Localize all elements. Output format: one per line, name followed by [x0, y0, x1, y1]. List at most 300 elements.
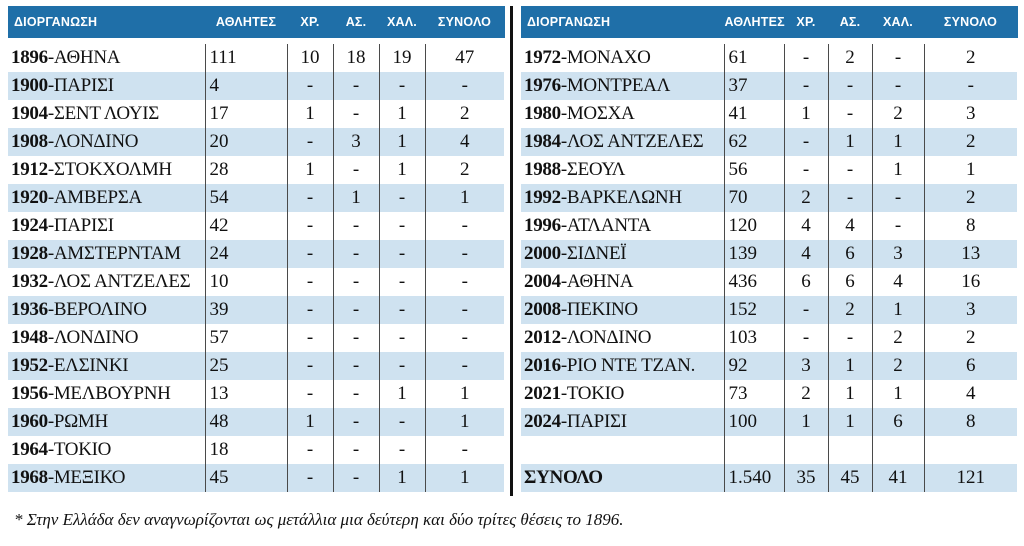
total-cell: -: [425, 324, 504, 352]
table-row: [521, 352, 1017, 380]
games-year: 1980: [524, 103, 561, 124]
header-games: ΔΙΟΡΓΑΝΩΣΗ: [8, 6, 205, 38]
table-row: [521, 184, 1017, 212]
gold-cell: -: [287, 296, 333, 324]
bronze-cell: -: [379, 324, 425, 352]
silver-cell: -: [333, 72, 379, 100]
gold-cell: [784, 436, 828, 464]
bronze-cell: -: [872, 212, 924, 240]
bronze-cell: 1: [872, 128, 924, 156]
games-cell: [8, 352, 205, 380]
total-cell: 1: [425, 184, 504, 212]
bronze-cell: 1: [379, 100, 425, 128]
games-city: -ΠΑΡΙΣΙ: [560, 411, 627, 432]
games-city: -ΤΟΚΙΟ: [47, 439, 112, 460]
left-header-row: [8, 6, 504, 38]
games-city: -ΛΟΝΔΙΝΟ: [47, 327, 139, 348]
bronze-cell: -: [379, 352, 425, 380]
athletes-cell: 17: [205, 100, 287, 128]
gold-cell: -: [287, 324, 333, 352]
table-row: [8, 380, 504, 408]
games-city: -ΠΑΡΙΣΙ: [47, 75, 114, 96]
athletes-cell: 13: [205, 380, 287, 408]
table-row: [521, 268, 1017, 296]
games-city: -ΑΜΒΕΡΣΑ: [47, 187, 142, 208]
games-cell: [521, 296, 724, 324]
gold-cell: -: [784, 72, 828, 100]
bronze-cell: -: [379, 268, 425, 296]
games-year: 1972: [524, 47, 561, 68]
athletes-cell: 100: [724, 408, 784, 436]
games-city: -ΤΟΚΙΟ: [560, 383, 625, 404]
athletes-cell: 4: [205, 72, 287, 100]
games-cell: [521, 72, 724, 100]
games-cell: [521, 380, 724, 408]
games-cell: [8, 212, 205, 240]
games-city: -ΣΕΟΥΛ: [560, 159, 626, 180]
table-row: [521, 128, 1017, 156]
athletes-cell: 57: [205, 324, 287, 352]
header-gold: ΧΡ.: [784, 6, 828, 38]
total-cell: -: [425, 72, 504, 100]
athletes-cell: 120: [724, 212, 784, 240]
games-city: -ΜΟΝΤΡΕΑΛ: [560, 75, 671, 96]
silver-cell: 2: [828, 296, 872, 324]
athletes-cell: 62: [724, 128, 784, 156]
silver-cell: 1: [333, 184, 379, 212]
gold-cell: -: [287, 464, 333, 492]
games-year: 1984: [524, 131, 561, 152]
games-cell: [8, 100, 205, 128]
bronze-cell: -: [379, 408, 425, 436]
athletes-cell: 41: [724, 100, 784, 128]
bronze-cell: 2: [872, 352, 924, 380]
athletes-cell: 39: [205, 296, 287, 324]
total-cell: 1: [425, 464, 504, 492]
games-cell: [8, 184, 205, 212]
games-year: 1948: [11, 327, 48, 348]
silver-cell: -: [828, 156, 872, 184]
bronze-cell: -: [872, 44, 924, 72]
athletes-cell: 25: [205, 352, 287, 380]
table-row: [8, 464, 504, 492]
games-city: -ΠΑΡΙΣΙ: [47, 215, 114, 236]
games-cell: [8, 380, 205, 408]
bronze-cell: 1: [379, 464, 425, 492]
column-divider: [510, 6, 513, 496]
games-cell: [8, 464, 205, 492]
silver-cell: -: [333, 268, 379, 296]
totals-label: [521, 464, 724, 492]
games-city: -ΠΕΚΙΝΟ: [560, 299, 638, 320]
gold-cell: 1: [287, 408, 333, 436]
athletes-cell: 24: [205, 240, 287, 268]
games-cell: [521, 212, 724, 240]
games-year: 1908: [11, 131, 48, 152]
total-cell: 2: [924, 184, 1017, 212]
silver-cell: -: [828, 72, 872, 100]
bronze-cell: -: [379, 240, 425, 268]
table-row: [8, 72, 504, 100]
total-cell: -: [425, 240, 504, 268]
table-row: [8, 268, 504, 296]
games-cell: [521, 44, 724, 72]
athletes-cell: 61: [724, 44, 784, 72]
athletes-cell: 54: [205, 184, 287, 212]
games-year: 2016: [524, 355, 561, 376]
silver-cell: 2: [828, 44, 872, 72]
games-year: 1952: [11, 355, 48, 376]
games-year: 1992: [524, 187, 561, 208]
bronze-cell: 1: [872, 156, 924, 184]
silver-cell: -: [333, 296, 379, 324]
gold-cell: -: [287, 352, 333, 380]
table-row: [521, 72, 1017, 100]
silver-cell: 6: [828, 268, 872, 296]
bronze-cell: 1: [379, 380, 425, 408]
games-cell: [8, 436, 205, 464]
bronze-cell: -: [872, 184, 924, 212]
gold-cell: -: [784, 128, 828, 156]
total-cell: -: [425, 352, 504, 380]
games-city: -ΣΤΟΚΧΟΛΜΗ: [47, 159, 172, 180]
bronze-cell: 6: [872, 408, 924, 436]
games-city: -ΜΕΛΒΟΥΡΝΗ: [47, 383, 171, 404]
games-cell: [521, 408, 724, 436]
bronze-cell: -: [379, 296, 425, 324]
gold-cell: 2: [784, 380, 828, 408]
gold-cell: 4: [784, 212, 828, 240]
table-row: [8, 184, 504, 212]
games-city: -ΣΙΔΝΕΪ: [560, 243, 627, 264]
total-cell: 1: [425, 380, 504, 408]
gold-cell: 1: [287, 100, 333, 128]
athletes-cell: 42: [205, 212, 287, 240]
athletes-cell: [724, 436, 784, 464]
total-cell: 8: [924, 408, 1017, 436]
right-table: [521, 6, 1018, 492]
total-cell: 1: [924, 156, 1017, 184]
games-year: 1956: [11, 383, 48, 404]
bronze-cell: [872, 436, 924, 464]
table-row: [521, 44, 1017, 72]
table-row: [521, 156, 1017, 184]
gold-cell: -: [784, 44, 828, 72]
athletes-cell: 73: [724, 380, 784, 408]
silver-cell: -: [333, 464, 379, 492]
total-cell: 3: [924, 100, 1017, 128]
left-table: [8, 6, 505, 492]
games-cell: [8, 324, 205, 352]
gold-cell: -: [287, 212, 333, 240]
gold-cell: 6: [784, 268, 828, 296]
games-year: 1996: [524, 215, 561, 236]
silver-cell: 3: [333, 128, 379, 156]
total-cell: -: [924, 72, 1017, 100]
games-year: 1964: [11, 439, 48, 460]
gold-cell: 1: [784, 408, 828, 436]
games-cell: [8, 156, 205, 184]
table-row: [521, 436, 1017, 464]
gold-cell: -: [287, 380, 333, 408]
gold-cell: -: [287, 436, 333, 464]
games-city: -ΛΟΝΔΙΝΟ: [47, 131, 139, 152]
total-cell: 2: [425, 100, 504, 128]
gold-cell: -: [784, 324, 828, 352]
games-year: 1988: [524, 159, 561, 180]
games-year: 1912: [11, 159, 48, 180]
athletes-cell: 92: [724, 352, 784, 380]
gold-cell: -: [784, 296, 828, 324]
silver-cell: -: [333, 324, 379, 352]
games-city: -ΛΟΣ ΑΝΤΖΕΛΕΣ: [560, 131, 704, 152]
totals-gold: 35: [784, 464, 828, 492]
games-year: 2000: [524, 243, 561, 264]
games-city: -ΣΕΝΤ ΛΟΥΙΣ: [47, 103, 160, 124]
games-year: 1920: [11, 187, 48, 208]
gold-cell: -: [287, 128, 333, 156]
games-cell: [8, 72, 205, 100]
games-cell: [521, 352, 724, 380]
silver-cell: 18: [333, 44, 379, 72]
header-bronze: ΧΑΛ.: [872, 6, 924, 38]
bronze-cell: 2: [872, 324, 924, 352]
table-row: [8, 156, 504, 184]
total-cell: 2: [924, 128, 1017, 156]
athletes-cell: 56: [724, 156, 784, 184]
total-cell: -: [425, 268, 504, 296]
games-city: -ΛΟΝΔΙΝΟ: [560, 327, 652, 348]
total-cell: 16: [924, 268, 1017, 296]
athletes-cell: 45: [205, 464, 287, 492]
silver-cell: 6: [828, 240, 872, 268]
games-year: 1932: [11, 271, 48, 292]
total-cell: 4: [924, 380, 1017, 408]
bronze-cell: -: [379, 212, 425, 240]
games-year: 1924: [11, 215, 48, 236]
left-medal-table: [8, 6, 504, 492]
games-city: -ΑΘΗΝΑ: [560, 271, 634, 292]
header-total: ΣΥΝΟΛΟ: [924, 6, 1017, 38]
silver-cell: -: [828, 184, 872, 212]
bronze-cell: 1: [872, 296, 924, 324]
table-row: [521, 408, 1017, 436]
table-row: [8, 212, 504, 240]
table-row: [8, 352, 504, 380]
table-row: [8, 436, 504, 464]
athletes-cell: 37: [724, 72, 784, 100]
games-year: 1960: [11, 411, 48, 432]
silver-cell: -: [333, 436, 379, 464]
silver-cell: -: [333, 100, 379, 128]
total-cell: [924, 436, 1017, 464]
footnote: * Στην Ελλάδα δεν αναγνωρίζονται ως μετάλλια μια δεύτερη και δύο τρίτες θέσεις το 1896.: [14, 510, 624, 529]
bronze-cell: -: [379, 72, 425, 100]
table-row: [8, 296, 504, 324]
header-athletes: ΑΘΛΗΤΕΣ: [205, 6, 287, 38]
table-row: [521, 324, 1017, 352]
bronze-cell: 19: [379, 44, 425, 72]
athletes-cell: 111: [205, 44, 287, 72]
games-cell: [521, 268, 724, 296]
athletes-cell: 152: [724, 296, 784, 324]
athletes-cell: 48: [205, 408, 287, 436]
athletes-cell: 436: [724, 268, 784, 296]
header-athletes: ΑΘΛΗΤΕΣ: [724, 6, 784, 38]
totals-athletes: 1.540: [724, 464, 784, 492]
gold-cell: 2: [784, 184, 828, 212]
total-cell: -: [425, 296, 504, 324]
games-year: 1900: [11, 75, 48, 96]
header-silver: ΑΣ.: [828, 6, 872, 38]
header-silver: ΑΣ.: [333, 6, 379, 38]
bronze-cell: 1: [379, 156, 425, 184]
games-cell: [521, 156, 724, 184]
gold-cell: 4: [784, 240, 828, 268]
games-year: 1936: [11, 299, 48, 320]
total-cell: 8: [924, 212, 1017, 240]
games-year: 2004: [524, 271, 561, 292]
total-cell: 4: [425, 128, 504, 156]
total-cell: 47: [425, 44, 504, 72]
silver-cell: -: [333, 240, 379, 268]
header-total: ΣΥΝΟΛΟ: [425, 6, 504, 38]
total-cell: 3: [924, 296, 1017, 324]
silver-cell: [828, 436, 872, 464]
games-city: -ΡΙΟ ΝΤΕ ΤΖΑΝ.: [560, 355, 696, 376]
total-cell: 2: [924, 44, 1017, 72]
total-cell: 1: [425, 408, 504, 436]
gold-cell: 10: [287, 44, 333, 72]
header-bronze: ΧΑΛ.: [379, 6, 425, 38]
gold-cell: -: [287, 184, 333, 212]
gold-cell: 3: [784, 352, 828, 380]
table-row: [521, 212, 1017, 240]
gold-cell: -: [287, 240, 333, 268]
totals-total: 121: [924, 464, 1017, 492]
table-row: [8, 408, 504, 436]
table-row: [8, 100, 504, 128]
gold-cell: 1: [784, 100, 828, 128]
games-year: 1904: [11, 103, 48, 124]
bronze-cell: 4: [872, 268, 924, 296]
games-cell: [8, 44, 205, 72]
total-cell: 2: [425, 156, 504, 184]
athletes-cell: 103: [724, 324, 784, 352]
table-row: [521, 380, 1017, 408]
games-city: -ΑΜΣΤΕΡΝΤΑΜ: [47, 243, 181, 264]
games-cell: [521, 324, 724, 352]
games-city: -ΜΕΞΙΚΟ: [47, 467, 126, 488]
table-row: [521, 240, 1017, 268]
table-row: [521, 296, 1017, 324]
silver-cell: -: [333, 156, 379, 184]
games-cell: [521, 240, 724, 268]
games-cell: [521, 184, 724, 212]
bronze-cell: -: [872, 72, 924, 100]
total-cell: -: [425, 436, 504, 464]
totals-bronze: 41: [872, 464, 924, 492]
right-header-row: [521, 6, 1017, 38]
silver-cell: 4: [828, 212, 872, 240]
games-year: 2012: [524, 327, 561, 348]
left-table-body: [8, 44, 504, 492]
table-row: [8, 324, 504, 352]
gold-cell: -: [287, 268, 333, 296]
athletes-cell: 10: [205, 268, 287, 296]
games-city: -ΑΘΗΝΑ: [47, 47, 121, 68]
right-medal-table: [521, 6, 1017, 492]
games-year: 1928: [11, 243, 48, 264]
games-city: -ΜΟΣΧΑ: [560, 103, 635, 124]
games-year: 1976: [524, 75, 561, 96]
total-cell: 6: [924, 352, 1017, 380]
bronze-cell: -: [379, 436, 425, 464]
gold-cell: -: [784, 156, 828, 184]
games-cell: [8, 408, 205, 436]
bronze-cell: 1: [872, 380, 924, 408]
silver-cell: -: [828, 324, 872, 352]
games-year: 2024: [524, 411, 561, 432]
silver-cell: -: [828, 100, 872, 128]
athletes-cell: 70: [724, 184, 784, 212]
bronze-cell: 3: [872, 240, 924, 268]
games-cell: [8, 128, 205, 156]
games-city: -ΜΟΝΑΧΟ: [560, 47, 651, 68]
total-cell: 13: [924, 240, 1017, 268]
athletes-cell: 20: [205, 128, 287, 156]
gold-cell: 1: [287, 156, 333, 184]
table-row: [8, 44, 504, 72]
silver-cell: 1: [828, 128, 872, 156]
totals-silver: 45: [828, 464, 872, 492]
silver-cell: -: [333, 408, 379, 436]
games-cell: [521, 100, 724, 128]
athletes-cell: 18: [205, 436, 287, 464]
games-city: -ΕΛΣΙΝΚΙ: [47, 355, 129, 376]
totals-row: [521, 464, 1017, 492]
games-city: -ΛΟΣ ΑΝΤΖΕΛΕΣ: [47, 271, 191, 292]
bronze-cell: 2: [872, 100, 924, 128]
bronze-cell: 1: [379, 128, 425, 156]
table-row: [8, 240, 504, 268]
games-year: 1968: [11, 467, 48, 488]
right-table-body: [521, 44, 1017, 492]
silver-cell: 1: [828, 352, 872, 380]
header-gold: ΧΡ.: [287, 6, 333, 38]
silver-cell: 1: [828, 408, 872, 436]
games-cell: [8, 240, 205, 268]
totals-label-text: ΣΥΝΟΛΟ: [524, 467, 603, 488]
games-city: -ΡΩΜΗ: [47, 411, 108, 432]
games-cell: [8, 296, 205, 324]
games-city: -ΒΑΡΚΕΛΩΝΗ: [560, 187, 682, 208]
games-cell: [8, 268, 205, 296]
header-games: ΔΙΟΡΓΑΝΩΣΗ: [521, 6, 724, 38]
table-row: [521, 100, 1017, 128]
bronze-cell: -: [379, 184, 425, 212]
athletes-cell: 28: [205, 156, 287, 184]
silver-cell: -: [333, 352, 379, 380]
silver-cell: -: [333, 212, 379, 240]
silver-cell: 1: [828, 380, 872, 408]
games-city: -ΒΕΡΟΛΙΝΟ: [47, 299, 147, 320]
total-cell: 2: [924, 324, 1017, 352]
games-city: -ΑΤΛΑΝΤΑ: [560, 215, 651, 236]
games-year: 2021: [524, 383, 561, 404]
games-year: 2008: [524, 299, 561, 320]
athletes-cell: 139: [724, 240, 784, 268]
